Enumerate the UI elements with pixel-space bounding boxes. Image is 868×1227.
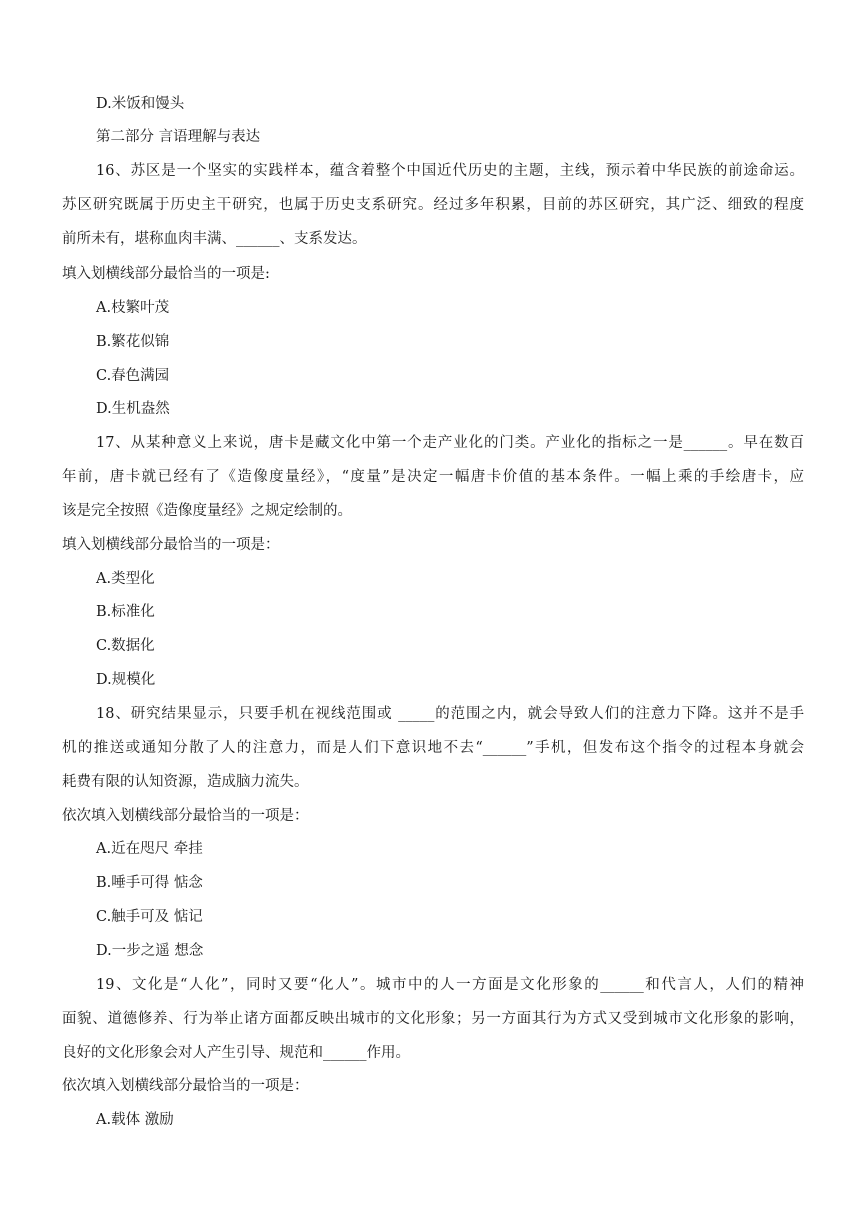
question-16-option-c: C.春色满园: [96, 368, 170, 384]
question-16-line-2: 苏区研究既属于历史主干研究，也属于历史支系研究。经过多年积累，目前的苏区研究，其广泛、细致的程度: [62, 197, 804, 213]
section-title: 第二部分 言语理解与表达: [96, 129, 261, 145]
question-17-option-c: C.数据化: [96, 638, 155, 654]
question-18-option-b: B.唾手可得 惦念: [96, 875, 203, 891]
question-17-line-3: 该是完全按照《造像度量经》之规定绘制的。: [62, 503, 352, 519]
question-17-line-2: 年前，唐卡就已经有了《造像度量经》，“度量”是决定一幅唐卡价值的基本条件。一幅上乘的手绘唐卡，应: [62, 469, 804, 485]
question-17-option-b: B.标准化: [96, 604, 155, 620]
question-17-option-d: D.规模化: [96, 672, 156, 688]
question-19-line-2: 面貌、道德修养、行为举止诸方面都反映出城市的文化形象；另一方面其行为方式又受到城市文化形象的影响，: [62, 1011, 804, 1027]
question-19-prompt: 依次填入划横线部分最恰当的一项是：: [62, 1078, 309, 1094]
question-18-option-d: D.一步之遥 想念: [96, 943, 204, 959]
question-18-line-1: 18、研究结果显示，只要手机在视线范围或 _____的范围之内，就会导致人们的注意力下降。这并不是手: [96, 706, 804, 722]
question-17-option-a: A.类型化: [96, 571, 155, 587]
question-18-line-2: 机的推送或通知分散了人的注意力，而是人们下意识地不去“______”手机，但发布这个指令的过程本身就会: [62, 740, 804, 756]
question-18-option-a: A.近在咫尺 牵挂: [96, 841, 203, 857]
question-17-prompt: 填入划横线部分最恰当的一项是：: [62, 537, 280, 553]
question-17-line-1: 17、从某种意义上来说，唐卡是藏文化中第一个走产业化的门类。产业化的指标之一是______。早在数百: [96, 435, 804, 451]
question-16-option-b: B.繁花似锦: [96, 334, 170, 350]
question-18-line-3: 耗费有限的认知资源，造成脑力流失。: [62, 774, 309, 790]
question-16-prompt: 填入划横线部分最恰当的一项是:: [62, 266, 270, 282]
question-16-option-a: A.枝繁叶茂: [96, 300, 170, 316]
question-16-line-3: 前所未有，堪称血肉丰满、______、支系发达。: [62, 231, 367, 247]
question-16-line-1: 16、苏区是一个坚实的实践样本，蕴含着整个中国近代历史的主题，主线，预示着中华民族的前途命运。: [96, 163, 804, 179]
question-19-option-a: A.载体 激励: [96, 1112, 174, 1128]
question-16-option-d: D.生机盎然: [96, 401, 170, 417]
question-19-line-3: 良好的文化形象会对人产生引导、规范和______作用。: [62, 1045, 410, 1061]
question-19-line-1: 19、文化是“人化”，同时又要“化人”。城市中的人一方面是文化形象的______和代言人，人们的精神: [96, 977, 804, 993]
question-18-option-c: C.触手可及 惦记: [96, 909, 203, 925]
question-18-prompt: 依次填入划横线部分最恰当的一项是：: [62, 808, 309, 824]
previous-question-option-d: D.米饭和馒头: [96, 96, 185, 112]
